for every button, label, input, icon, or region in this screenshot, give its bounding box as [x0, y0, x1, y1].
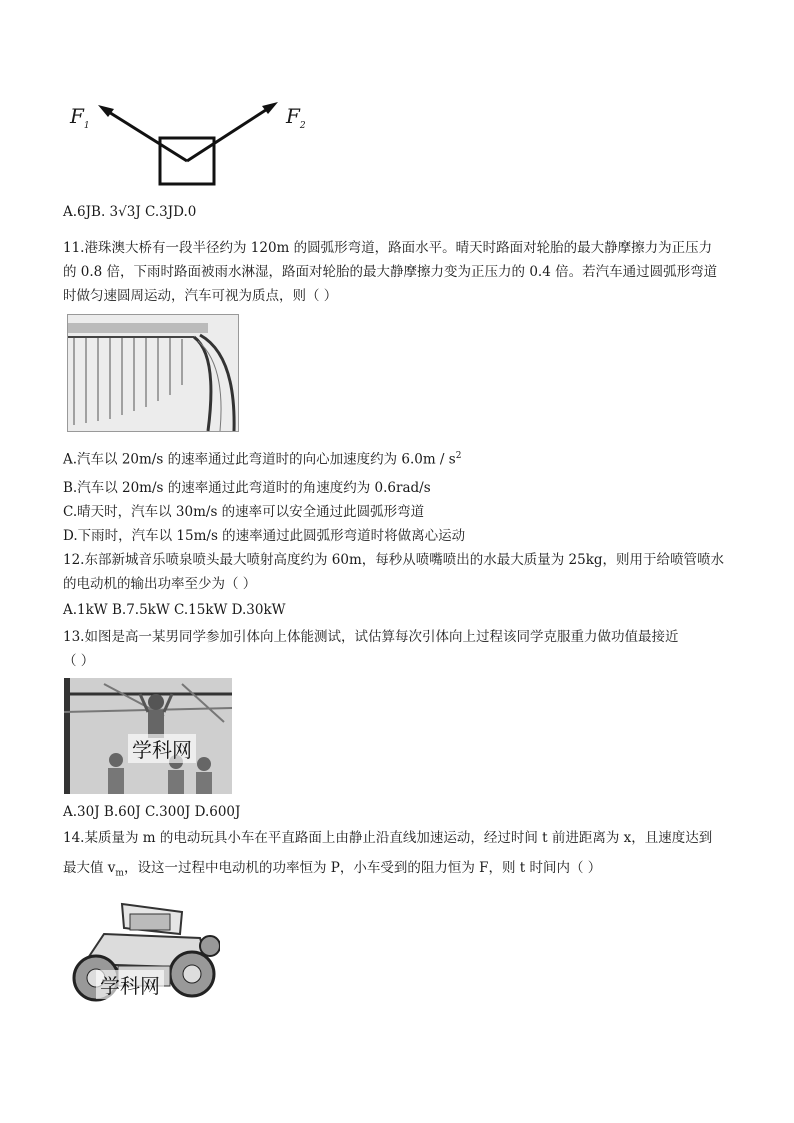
force-label-1: $F_1$	[70, 104, 90, 131]
q13-stem-line2: （ ）	[63, 653, 95, 669]
q11-option-a: A.汽车以 20m/s 的速率通过此弯道时的向心加速度约为 $6.0m / s^2$	[63, 451, 462, 468]
q11-option-b: B.汽车以 20m/s 的速率通过此弯道时的角速度约为 0.6rad/s	[63, 480, 431, 496]
q11-stem-line3: 时做匀速圆周运动，汽车可视为质点，则（ ）	[63, 288, 338, 304]
force-diagram-svg	[64, 92, 320, 192]
curved-bridge-drawing	[68, 315, 238, 431]
q11-stem-line2: 的 0.8 倍，下雨时路面被雨水淋湿，路面对轮胎的最大静摩擦力变为正压力的 0.4 倍。若汽车通过圆弧形弯道	[63, 264, 718, 280]
force-arrow-2	[187, 106, 272, 161]
q13-stem-line1: 13.如图是高一某男同学参加引体向上体能测试，试估算每次引体向上过程该同学克服重力做功值最接近	[63, 629, 679, 645]
q12-stem-line2: 的电动机的输出功率至少为（ ）	[63, 576, 257, 592]
q10-options: A.6JB. 3√3J C.3JD.0	[63, 204, 197, 220]
force-label-2: $F_2$	[286, 104, 306, 131]
q12-stem-line1: 12.东部新城音乐喷泉喷头最大喷射高度约为 60m，每秒从喷嘴喷出的水最大质量为 25kg，则用于给喷管喷水	[63, 552, 725, 568]
force-diagram	[64, 92, 320, 192]
force-arrow-1	[104, 109, 187, 161]
q14-stem-line2: 最大值 $v_m$，设这一过程中电动机的功率恒为 P，小车受到的阻力恒为 F，则 t 时间内（ ）	[63, 860, 602, 879]
pull-up-photo	[64, 678, 232, 794]
q13-options: A.30J B.60J C.300J D.600J	[63, 804, 241, 820]
curved-bridge-photo	[67, 314, 239, 432]
toy-car-image	[64, 898, 220, 1008]
watermark-q14: 学科网	[96, 970, 164, 999]
q11-option-d: D.下雨时，汽车以 15m/s 的速率通过此圆弧形弯道时将做离心运动	[63, 528, 466, 544]
q14-stem-line1: 14.某质量为 m 的电动玩具小车在平直路面上由静止沿直线加速运动，经过时间 t 前进距离为 x，且速度达到	[63, 830, 713, 846]
q12-options: A.1kW B.7.5kW C.15kW D.30kW	[63, 602, 286, 618]
q11-stem-line1: 11.港珠澳大桥有一段半径约为 120m 的圆弧形弯道，路面水平。晴天时路面对轮胎的最大静摩擦力为正压力	[63, 240, 713, 256]
watermark-q13: 学科网	[128, 734, 196, 763]
q11-option-c: C.晴天时，汽车以 30m/s 的速率可以安全通过此圆弧形弯道	[63, 504, 425, 520]
